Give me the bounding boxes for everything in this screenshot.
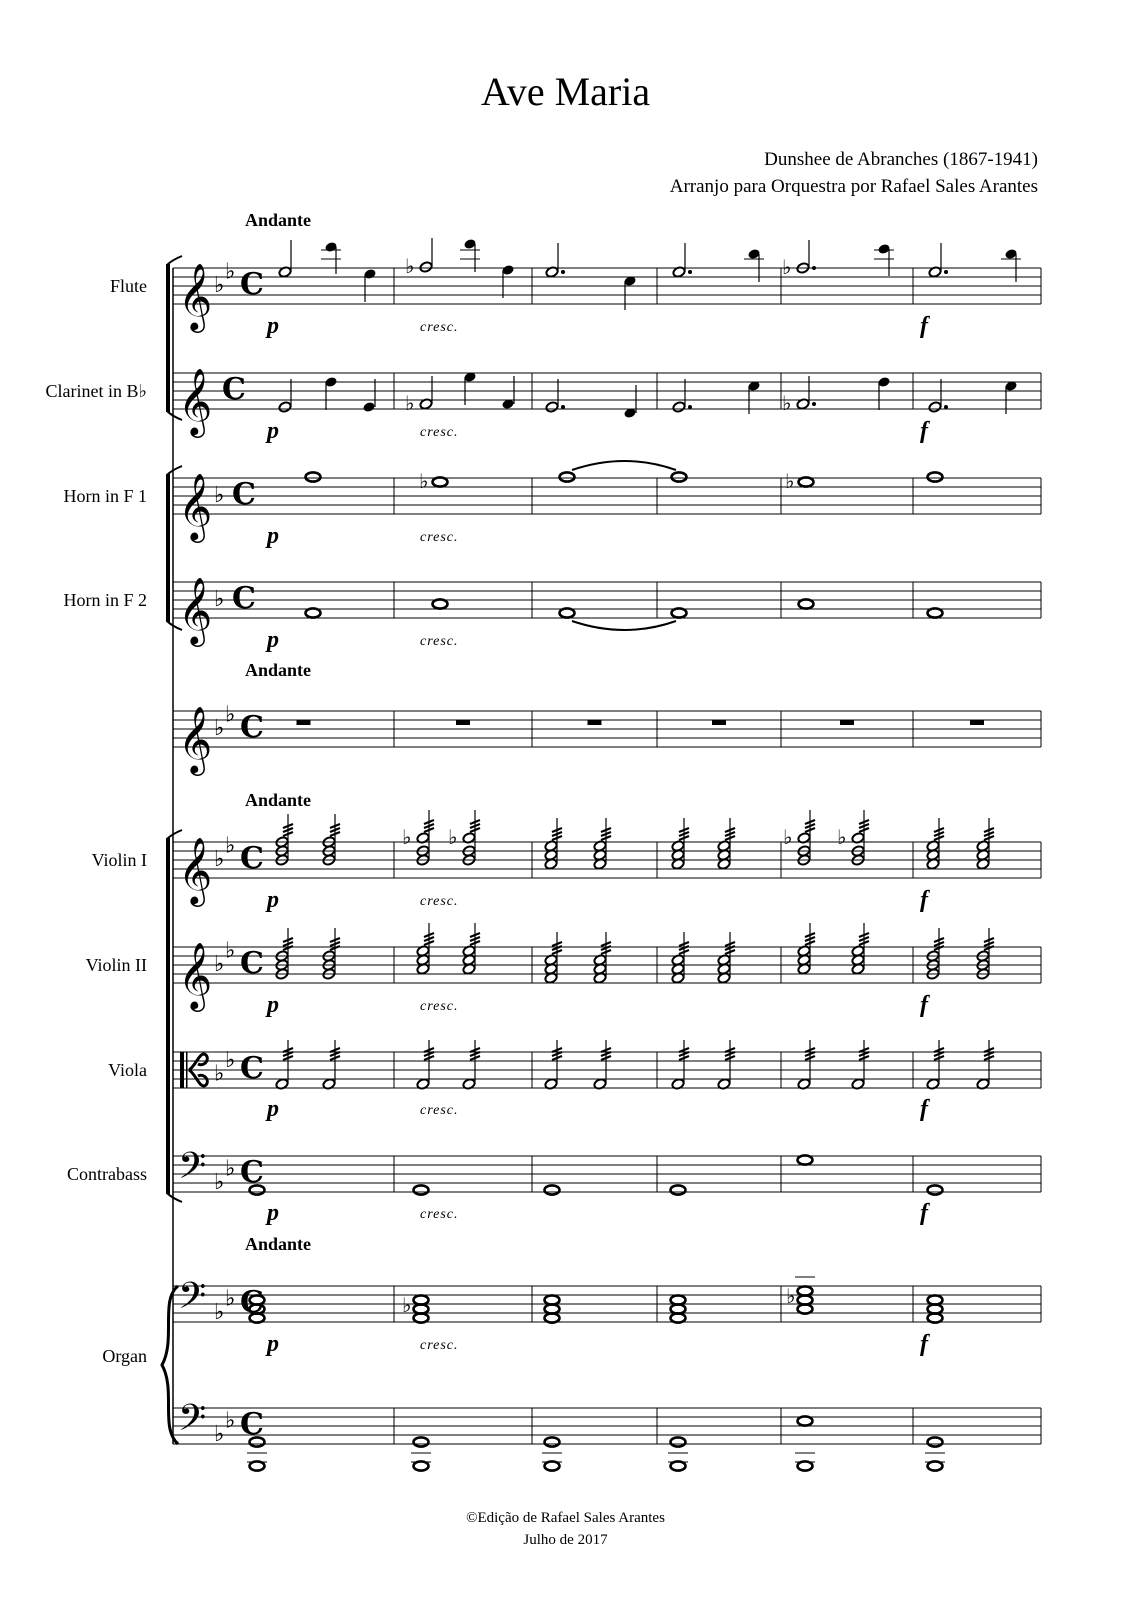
organ-brace (162, 1286, 178, 1444)
note (798, 1155, 813, 1164)
note (560, 472, 575, 481)
note (928, 1461, 943, 1470)
accidental-flat-icon: ♭ (837, 825, 847, 849)
dynamic-crescendo: cresc. (420, 425, 459, 440)
staff-horn2 (173, 582, 1041, 618)
flat-icon: ♭ (214, 587, 225, 612)
dynamic-crescendo: cresc. (420, 1338, 459, 1353)
augmentation-dot (688, 405, 692, 409)
note (799, 599, 814, 608)
tempo-marking: Andante (245, 1234, 312, 1254)
whole-rest-icon (297, 720, 311, 725)
instrument-name-organ_upper: Organ (102, 1346, 147, 1366)
bass-clef-icon: 𝄢 (178, 1145, 207, 1196)
page-footer (0, 1507, 1131, 1551)
notehead-whole (798, 1416, 813, 1425)
flat-icon: ♭ (214, 1300, 225, 1325)
augmentation-dot (944, 405, 948, 409)
composer-line: Dunshee de Abranches (1867-1941) (764, 149, 1038, 170)
notehead-whole (798, 1155, 813, 1164)
notehead-half (419, 261, 433, 273)
flat-icon: ♭ (225, 1156, 236, 1182)
notehead-whole (433, 477, 448, 486)
note (414, 1437, 429, 1446)
note (928, 401, 942, 413)
edition-date: Julho de 2017 (523, 1532, 608, 1548)
flat-icon: ♭ (214, 952, 225, 977)
accidental-flat-icon: ♭ (402, 825, 412, 849)
accidental-flat-icon: ♭ (782, 391, 792, 415)
page-title: Ave Maria (480, 69, 651, 114)
staff-violin1 (173, 842, 1041, 878)
flat-icon: ♭ (225, 938, 236, 964)
staff-flute (173, 268, 1041, 304)
flat-icon: ♭ (225, 702, 236, 728)
note (306, 472, 321, 481)
note (278, 401, 292, 413)
bass-clef-icon: 𝄢 (178, 1397, 207, 1448)
notehead-whole (250, 1461, 265, 1470)
accidental-flat-icon: ♭ (785, 469, 795, 493)
notehead-whole (928, 1437, 943, 1446)
time-signature: C (240, 946, 264, 981)
dynamic-piano: p (267, 523, 279, 549)
dynamic-crescendo: cresc. (420, 634, 459, 649)
note (671, 1185, 686, 1194)
time-signature: C (240, 1155, 264, 1190)
whole-rest-icon (840, 720, 854, 725)
note (545, 401, 559, 413)
instrument-name-viola: Viola (108, 1060, 147, 1080)
staff-voice (173, 711, 1041, 747)
whole-rest-icon (456, 720, 470, 725)
note (798, 1416, 813, 1425)
dynamic-piano: p (267, 1331, 279, 1357)
note (545, 1461, 560, 1470)
dynamic-piano: p (267, 1200, 279, 1226)
note (672, 608, 687, 617)
augmentation-dot (812, 402, 816, 406)
staff-horn1 (173, 478, 1041, 514)
whole-rest-icon (970, 720, 984, 725)
dynamic-piano: p (267, 992, 279, 1018)
notehead-whole (433, 599, 448, 608)
note (306, 608, 321, 617)
notehead-whole (928, 472, 943, 481)
dynamic-forte: f (920, 313, 928, 339)
staff-organ_upper (173, 1286, 1041, 1322)
flat-icon: ♭ (225, 1286, 236, 1312)
time-signature: C (240, 841, 264, 876)
dynamic-crescendo: cresc. (420, 999, 459, 1014)
dynamic-piano: p (267, 887, 279, 913)
note (250, 1461, 265, 1470)
notehead-whole (414, 1185, 429, 1194)
treble-clef-icon: 𝄞 (178, 836, 213, 904)
note (545, 1185, 560, 1194)
bass-clef-icon: 𝄢 (178, 1275, 207, 1326)
dynamic-piano: p (267, 1096, 279, 1122)
tempo-marking: Andante (245, 210, 312, 230)
note (928, 1185, 943, 1194)
instrument-name-horn2: Horn in F 2 (63, 590, 147, 610)
augmentation-dot (561, 405, 565, 409)
dynamic-forte: f (920, 1200, 928, 1226)
time-signature: C (240, 1285, 264, 1320)
notehead-whole (560, 472, 575, 481)
dynamic-forte: f (920, 887, 928, 913)
accidental-flat-icon: ♭ (405, 254, 415, 278)
notehead-whole (928, 1185, 943, 1194)
note (928, 608, 943, 617)
flat-icon: ♭ (214, 1422, 225, 1447)
flat-icon: ♭ (214, 716, 225, 741)
notehead-half (545, 401, 559, 413)
augmentation-dot (944, 270, 948, 274)
tie (572, 621, 676, 630)
notehead-whole (306, 608, 321, 617)
accidental-flat-icon: ♭ (786, 1284, 796, 1308)
augmentation-dot (812, 266, 816, 270)
instrument-name-flute: Flute (109, 276, 147, 296)
time-signature: C (232, 477, 256, 512)
note (671, 1437, 686, 1446)
notehead-whole (671, 1461, 686, 1470)
notehead-whole (414, 1461, 429, 1470)
note (672, 472, 687, 481)
instrument-name-clarinet: Clarinet in B♭ (45, 381, 147, 401)
treble-clef-icon: 𝄞 (178, 941, 213, 1009)
notehead-half (672, 401, 686, 413)
notehead-half (278, 401, 292, 413)
notehead-whole (798, 1461, 813, 1470)
treble-clef-icon: 𝄞 (178, 262, 213, 330)
notehead-whole (414, 1437, 429, 1446)
notehead-whole (545, 1461, 560, 1470)
flat-icon: ♭ (225, 259, 236, 285)
dynamic-forte: f (920, 992, 928, 1018)
notehead-whole (306, 472, 321, 481)
instrument-name-horn1: Horn in F 1 (63, 486, 147, 506)
accidental-flat-icon: ♭ (402, 1293, 412, 1317)
accidental-flat-icon: ♭ (783, 825, 793, 849)
notehead-whole (672, 608, 687, 617)
flat-icon: ♭ (214, 1170, 225, 1195)
staff-organ_lower (173, 1408, 1041, 1444)
tempo-marking: Andante (245, 790, 312, 810)
whole-rest-icon (588, 720, 602, 725)
notehead-half (928, 401, 942, 413)
flat-icon: ♭ (214, 1061, 225, 1087)
note (545, 1437, 560, 1446)
dynamic-crescendo: cresc. (420, 1103, 459, 1118)
instrument-name-violin1: Violin I (91, 850, 147, 870)
notehead-whole (545, 1437, 560, 1446)
notehead-whole (672, 472, 687, 481)
dynamic-piano: p (267, 627, 279, 653)
note (433, 477, 448, 486)
time-signature: C (240, 1407, 264, 1442)
instrument-name-violin2: Violin II (85, 955, 147, 975)
note (414, 1185, 429, 1194)
time-signature: C (240, 710, 264, 745)
note (799, 477, 814, 486)
staff-contrabass (173, 1156, 1041, 1192)
note (672, 401, 686, 413)
dynamic-forte: f (920, 1096, 928, 1122)
accidental-flat-icon: ♭ (782, 255, 792, 279)
time-signature: C (232, 581, 256, 616)
accidental-flat-icon: ♭ (419, 469, 429, 493)
dynamic-forte: f (920, 1331, 928, 1357)
tie (572, 461, 676, 470)
note (362, 401, 376, 413)
whole-rest-icon (712, 720, 726, 725)
note (928, 472, 943, 481)
notehead-whole (671, 1185, 686, 1194)
alto-clef-bar-thin (186, 1052, 188, 1088)
time-signature: C (240, 267, 264, 302)
notehead-whole (799, 599, 814, 608)
notehead (362, 401, 376, 413)
arranger-line: Arranjo para Orquestra por Rafael Sales Arantes (669, 176, 1038, 197)
notehead-whole (928, 1461, 943, 1470)
accidental-flat-icon: ♭ (405, 391, 415, 415)
note (433, 599, 448, 608)
flat-icon: ♭ (225, 1048, 236, 1073)
tempo-marking: Andante (245, 660, 312, 680)
flat-icon: ♭ (214, 483, 225, 508)
edition-credit: ©Edição de Rafael Sales Arantes (466, 1510, 665, 1526)
flat-icon: ♭ (214, 847, 225, 872)
note (414, 1461, 429, 1470)
note (798, 1461, 813, 1470)
dynamic-crescendo: cresc. (420, 894, 459, 909)
instrument-name-contrabass: Contrabass (67, 1164, 147, 1184)
flat-icon: ♭ (225, 833, 236, 859)
accidental-flat-icon: ♭ (448, 825, 458, 849)
treble-clef-icon: 𝄞 (178, 367, 213, 435)
note (671, 1461, 686, 1470)
dynamic-forte: f (920, 418, 928, 444)
dynamic-crescendo: cresc. (420, 320, 459, 335)
notehead-whole (928, 608, 943, 617)
treble-clef-icon: 𝄞 (178, 472, 213, 540)
dynamic-crescendo: cresc. (420, 530, 459, 545)
alto-clef-lower (189, 1070, 207, 1086)
staff-clarinet (173, 373, 1041, 409)
flat-icon: ♭ (225, 1408, 236, 1434)
augmentation-dot (688, 270, 692, 274)
notehead-whole (799, 477, 814, 486)
treble-clef-icon: 𝄞 (178, 576, 213, 644)
alto-clef-upper (189, 1054, 207, 1070)
note (928, 1437, 943, 1446)
note (560, 608, 575, 617)
time-signature: C (240, 1051, 264, 1086)
treble-clef-icon: 𝄞 (178, 705, 213, 773)
augmentation-dot (561, 270, 565, 274)
time-signature: C (222, 372, 246, 407)
note (419, 261, 433, 273)
dynamic-piano: p (267, 313, 279, 339)
notehead-whole (671, 1437, 686, 1446)
notehead-whole (545, 1185, 560, 1194)
dynamic-piano: p (267, 418, 279, 444)
notehead-whole (560, 608, 575, 617)
dynamic-crescendo: cresc. (420, 1207, 459, 1222)
flat-icon: ♭ (214, 273, 225, 298)
alto-clef-bar (180, 1052, 184, 1088)
